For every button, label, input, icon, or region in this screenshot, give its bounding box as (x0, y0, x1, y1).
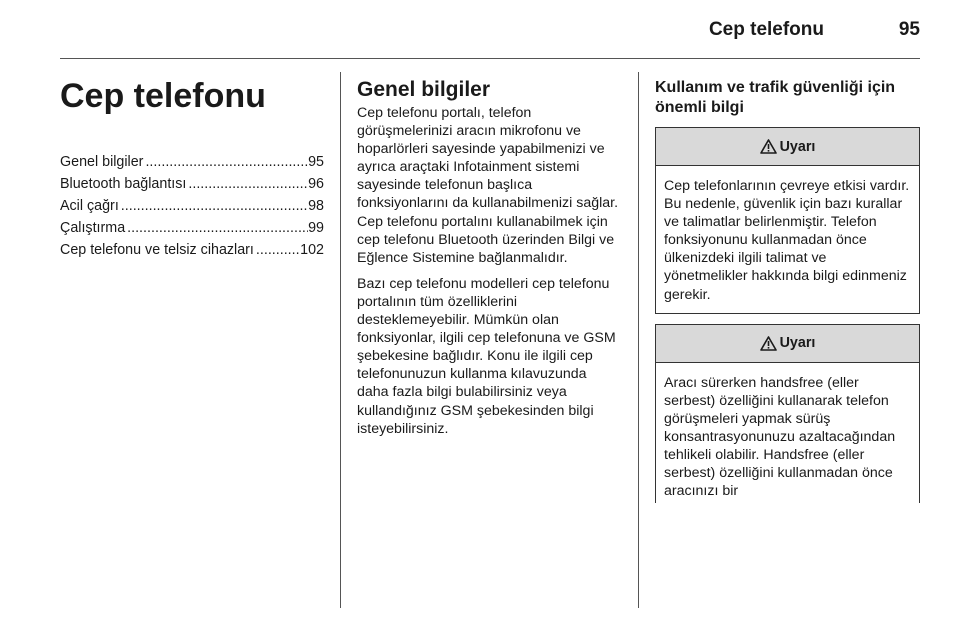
toc-dot-leader (186, 173, 308, 195)
toc-entry[interactable] (60, 151, 324, 173)
warning-label: Uyarı (779, 138, 816, 155)
toc-entry[interactable] (60, 217, 324, 239)
section-title: Genel bilgiler (357, 78, 491, 101)
warning-header (656, 325, 919, 363)
toc-entry-label: Genel bilgiler (60, 154, 144, 170)
running-header-title: Cep telefonu (708, 19, 824, 40)
body-paragraph: Cep telefonu portalı, telefon görüşmelerinizi aracın mikrofonu ve hoparlörleri sayesinde yapabilmenizi ve ayrıca araçtaki Infotainment sistemi sayesinde telefonun başlıca fonksiyonlarını da kullanabilmenizi sağlar. Cep telefonu portalını kullanabilmek için cep telefonu Bluetooth üzerinden Bilgi ve Eğlence Sistemine bağlanmalıdır. (357, 105, 619, 266)
toc-entry-label: Çalıştırma (60, 220, 126, 236)
subsection-title: Kullanım ve trafik güvenliği için önemli bilgi (655, 79, 896, 116)
toc-entry-label: Bluetooth bağlantısı (60, 176, 187, 192)
chapter-column (60, 72, 324, 261)
toc-dot-leader (254, 239, 300, 261)
page-number: 95 (898, 19, 920, 40)
warning-box (655, 324, 920, 503)
toc-dot-leader (143, 151, 308, 173)
toc-entry-page: 98 (308, 198, 324, 214)
toc-entry[interactable] (60, 173, 324, 195)
warning-text: Aracı sürerken handsfree (eller serbest) özelliğini kullanarak telefon görüşmeleri yapmak sürüş konsantrasyonunuzu azaltacağından tehlikeli olabilir. Handsfree (eller serbest) özelliğini kullanmadan önce aracınızı bir (664, 374, 896, 500)
toc-entry-page: 102 (300, 242, 324, 258)
toc-entry-label: Acil çağrı (60, 198, 119, 214)
toc-entry-label: Cep telefonu ve telsiz cihazları (60, 242, 254, 258)
toc-entry-page: 96 (308, 176, 324, 192)
toc-entry[interactable] (60, 239, 324, 261)
warning-label: Uyarı (779, 335, 816, 352)
warning-header (656, 128, 919, 166)
page-header (60, 0, 920, 59)
warning-box (655, 127, 920, 314)
safety-column (655, 72, 920, 513)
toc-dot-leader (125, 217, 308, 239)
body-paragraph: Bazı cep telefonu modelleri cep telefonu portalının tüm özelliklerini desteklemeyebilir. Mümkün olan fonksiyonlar, ilgili cep telefonuna ve GSM şebekesine bağlıdır. Konu ile ilgili cep telefonunuzun kullanma kılavuzunda daha fazla bilgi bulabilirsiniz veya kullandığınız GSM şebekesinden bilgi isteyebilirsiniz. (357, 275, 616, 437)
table-of-contents (60, 151, 324, 261)
toc-entry-page: 95 (308, 154, 324, 170)
general-info-column (357, 72, 619, 446)
warning-triangle-icon (760, 336, 777, 351)
warning-text: Cep telefonlarının çevreye etkisi vardır. Bu nedenle, güvenlik için bazı kurallar ve talimatlar belirlenmiştir. Telefon fonksiyonunu kullanmadan önce ülkenizdeki ilgili talimat ve yönetmelikler hakkında bilgi edinmeniz gerekir. (664, 178, 910, 303)
warning-triangle-icon (760, 139, 777, 154)
toc-dot-leader (119, 195, 308, 217)
chapter-title: Cep telefonu (60, 77, 266, 115)
toc-entry[interactable] (60, 195, 324, 217)
column-divider (638, 72, 639, 608)
toc-entry-page: 99 (308, 220, 324, 236)
column-divider (340, 72, 341, 608)
